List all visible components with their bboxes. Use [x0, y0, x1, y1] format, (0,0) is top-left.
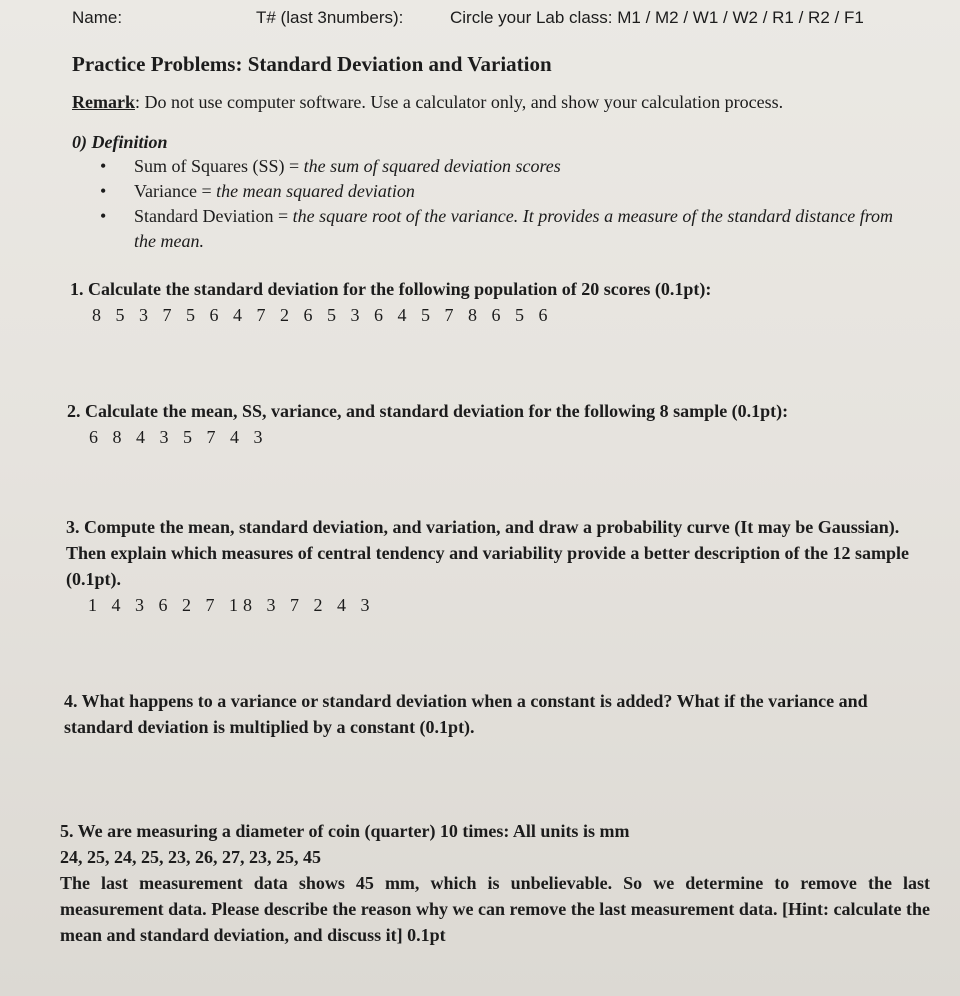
definition-desc: the square root of the variance. It provides a measure of the standard distance from the mean. — [134, 206, 894, 251]
definition-term: Variance = — [134, 181, 217, 201]
question-1 — [70, 276, 940, 328]
remark-text: : Do not use computer software. Use a calculator only, and show your calculation process. — [134, 92, 784, 112]
definition-desc: the mean squared deviation — [216, 181, 415, 201]
question-4 — [64, 688, 934, 740]
question-data: 6 8 4 3 5 7 4 3 — [89, 427, 268, 447]
question-text: 4. What happens to a variance or standard deviation when a constant is added? What if the variance and standard deviation is multiplied by a constant (0.1pt). — [64, 691, 868, 737]
name-label: Name: — [72, 8, 123, 27]
definition-term: Sum of Squares (SS) = — [134, 156, 304, 176]
question-5 — [60, 818, 930, 948]
question-text: 5. We are measuring a diameter of coin (quarter) 10 times: All units is mm — [60, 821, 630, 841]
page-title: Practice Problems: Standard Deviation and Variation — [72, 52, 552, 76]
question-data: 8 5 3 7 5 6 4 7 2 6 5 3 6 4 5 7 8 6 5 6 — [92, 305, 553, 325]
remark-line — [72, 92, 783, 113]
lab-class-label: Circle your Lab class: M1 / M2 / W1 / W2 / R1 / R2 / F1 — [450, 8, 864, 27]
question-text: 3. Compute the mean, standard deviation, and variation, and draw a probability curve (It may be Gaussian). Then explain which measures of central tendency and variability provide a better description of the 12 sample (0.1pt). — [66, 517, 909, 589]
definition-list — [96, 154, 916, 254]
remark-label: Remark — [72, 92, 135, 112]
question-followup: The last measurement data shows 45 mm, which is unbelievable. So we determine to remove the last measurement data. Please describe the reason why we can remove the last measurement data. [Hint: calculate the mean and standard deviation, and discuss it] 0.1pt — [60, 873, 930, 945]
definition-item — [96, 154, 916, 179]
question-text: 1. Calculate the standard deviation for the following population of 20 scores (0.1pt): — [70, 279, 712, 299]
definition-desc: the sum of squared deviation scores — [303, 156, 561, 176]
question-2 — [67, 398, 937, 450]
question-data: 24, 25, 24, 25, 23, 26, 27, 23, 25, 45 — [60, 847, 321, 867]
definition-item — [96, 179, 916, 204]
definition-item — [96, 204, 916, 254]
question-text: 2. Calculate the mean, SS, variance, and standard deviation for the following 8 sample (0.1pt): — [67, 401, 789, 421]
question-data: 1 4 3 6 2 7 18 3 7 2 4 3 — [88, 595, 375, 615]
t-number-label: T# (last 3numbers): — [256, 8, 404, 27]
question-3 — [66, 514, 936, 618]
definition-term: Standard Deviation = — [134, 206, 293, 226]
definition-heading: 0) Definition — [72, 132, 168, 152]
